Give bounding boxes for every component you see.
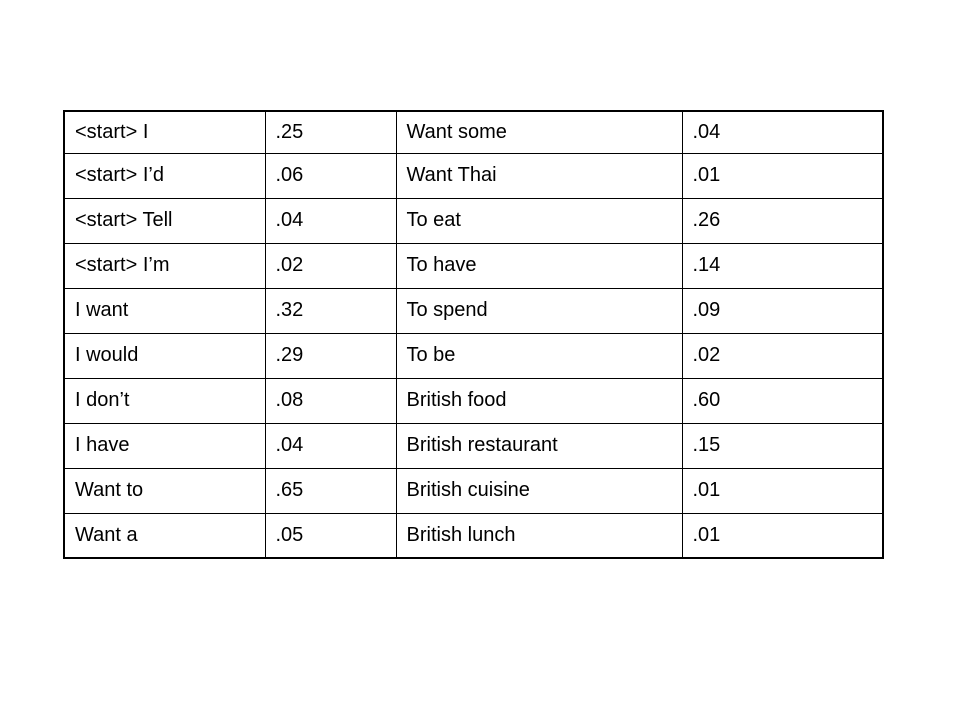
probability-cell: .01	[682, 468, 883, 513]
bigram-cell: <start> I’d	[64, 153, 265, 198]
table-row	[64, 288, 883, 333]
probability-cell: .14	[682, 243, 883, 288]
probability-cell: .29	[265, 333, 396, 378]
bigram-cell: I want	[64, 288, 265, 333]
bigram-cell: British cuisine	[396, 468, 682, 513]
probability-cell: .32	[265, 288, 396, 333]
probability-cell: .09	[682, 288, 883, 333]
bigram-cell: Want Thai	[396, 153, 682, 198]
bigram-cell: To be	[396, 333, 682, 378]
table-row	[64, 423, 883, 468]
bigram-cell: <start> I	[64, 111, 265, 153]
probability-cell: .15	[682, 423, 883, 468]
table-row	[64, 153, 883, 198]
table-row	[64, 333, 883, 378]
table-row	[64, 198, 883, 243]
table-row	[64, 513, 883, 558]
probability-cell: .08	[265, 378, 396, 423]
bigram-cell: British lunch	[396, 513, 682, 558]
bigram-cell: I have	[64, 423, 265, 468]
bigram-cell: I don’t	[64, 378, 265, 423]
bigram-cell: British restaurant	[396, 423, 682, 468]
probability-cell: .04	[265, 423, 396, 468]
bigram-cell: To spend	[396, 288, 682, 333]
probability-cell: .01	[682, 513, 883, 558]
table-row	[64, 243, 883, 288]
bigram-cell: To have	[396, 243, 682, 288]
probability-cell: .65	[265, 468, 396, 513]
probability-cell: .04	[682, 111, 883, 153]
probability-cell: .02	[682, 333, 883, 378]
bigram-probability-table	[63, 110, 884, 559]
probability-cell: .06	[265, 153, 396, 198]
table-row	[64, 111, 883, 153]
bigram-cell: I would	[64, 333, 265, 378]
bigram-cell: To eat	[396, 198, 682, 243]
probability-cell: .05	[265, 513, 396, 558]
bigram-cell: Want to	[64, 468, 265, 513]
probability-cell: .60	[682, 378, 883, 423]
table-row	[64, 468, 883, 513]
bigram-cell: Want a	[64, 513, 265, 558]
probability-cell: .25	[265, 111, 396, 153]
table-row	[64, 378, 883, 423]
probability-cell: .26	[682, 198, 883, 243]
probability-cell: .01	[682, 153, 883, 198]
probability-cell: .04	[265, 198, 396, 243]
bigram-cell: <start> I’m	[64, 243, 265, 288]
bigram-cell: Want some	[396, 111, 682, 153]
bigram-cell: British food	[396, 378, 682, 423]
probability-cell: .02	[265, 243, 396, 288]
bigram-cell: <start> Tell	[64, 198, 265, 243]
